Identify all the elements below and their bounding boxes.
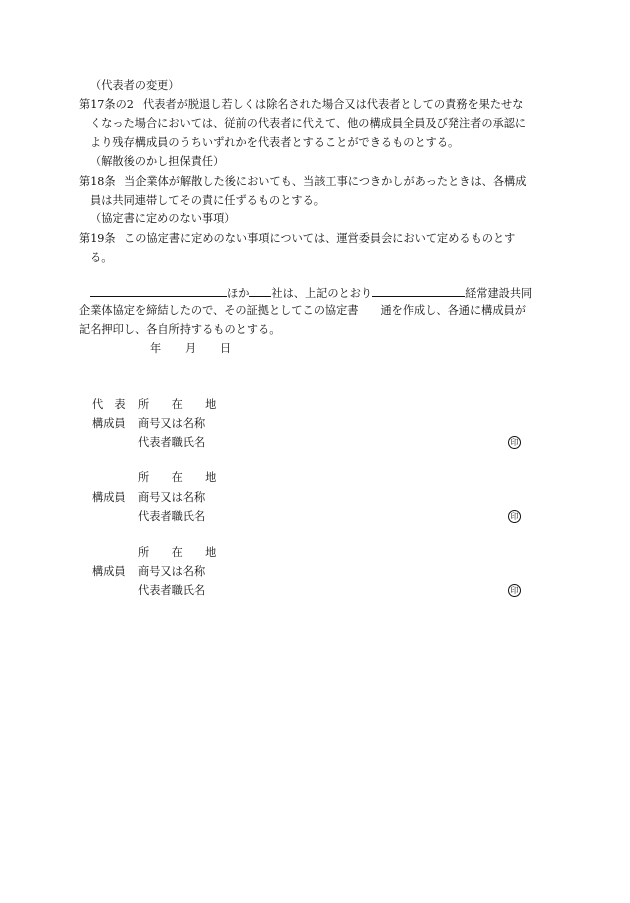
sig3-member-label: 構成員	[92, 565, 126, 578]
sig2-company-label: 商号又は名称	[138, 491, 206, 504]
closing-text-jv: 経常建設共同	[465, 287, 533, 300]
sig1-rep-name-label: 代表者職氏名	[138, 436, 206, 449]
closing-line-2	[79, 304, 526, 318]
article-17-2-line-1: 代表者が脱退し若しくは除名された場合又は代表者としての責務を果たせな	[143, 98, 524, 111]
sig3-company-label: 商号又は名称	[138, 565, 206, 578]
sig2-seal-icon: 印	[508, 510, 521, 523]
article-18-number: 第18条	[79, 175, 116, 188]
blank-company-name[interactable]	[90, 285, 227, 297]
sig1-seal-icon: 印	[508, 436, 521, 449]
date-day: 日	[220, 342, 232, 355]
blank-company-count[interactable]	[249, 285, 271, 297]
sig1-address-label: 所 在 地	[138, 398, 217, 411]
article-19-heading: （協定書に定めのない事項）	[90, 212, 236, 225]
sig1-company-label: 商号又は名称	[138, 417, 206, 430]
sig2-address-label: 所 在 地	[138, 471, 217, 484]
article-19-number: 第19条	[79, 232, 116, 245]
sig3-rep-name-label: 代表者職氏名	[138, 584, 206, 597]
closing-text-hoka: ほか	[227, 287, 250, 300]
article-19-line-1: この協定書に定めのない事項については、運営委員会において定めるものとす	[124, 232, 516, 245]
rep-label: 代 表	[92, 398, 126, 411]
article-17-2-line-2: くなった場合においては、従前の代表者に代えて、他の構成員全員及び発注者の承認に	[90, 117, 527, 130]
sig3-seal-icon: 印	[508, 584, 521, 597]
closing-line-2a: 企業体協定を締結したので、その証拠としてこの協定書	[79, 304, 359, 317]
blank-jv-name[interactable]	[372, 285, 465, 297]
article-18-line-1: 当企業体が解散した後においても、当該工事につきかしがあったときは、各構成	[124, 175, 527, 188]
date-year: 年	[150, 342, 162, 355]
article-17-2-number: 第17条の2	[79, 98, 134, 111]
article-17-2-heading: （代表者の変更）	[90, 79, 180, 92]
closing-text-sha: 社は、上記のとおり	[271, 287, 373, 300]
article-17-2-line-3: より残存構成員のうちいずれかを代表者とすることができるものとする。	[90, 136, 460, 149]
closing-line-3: 記名押印し、各自所持するものとする。	[79, 323, 281, 336]
sig2-member-label: 構成員	[92, 491, 126, 504]
closing-line-2b: 通を作成し、各通に構成員が	[380, 304, 526, 317]
article-18-heading: （解散後のかし担保責任）	[90, 155, 225, 168]
sig2-rep-name-label: 代表者職氏名	[138, 510, 206, 523]
sig1-member-label: 構成員	[92, 417, 126, 430]
closing-line-1	[90, 285, 532, 301]
article-19-line-2: る。	[90, 251, 113, 264]
date-month: 月	[185, 342, 197, 355]
sig3-address-label: 所 在 地	[138, 546, 217, 559]
article-18-line-2: 員は共同連帯してその責に任ずるものとする。	[90, 194, 325, 207]
